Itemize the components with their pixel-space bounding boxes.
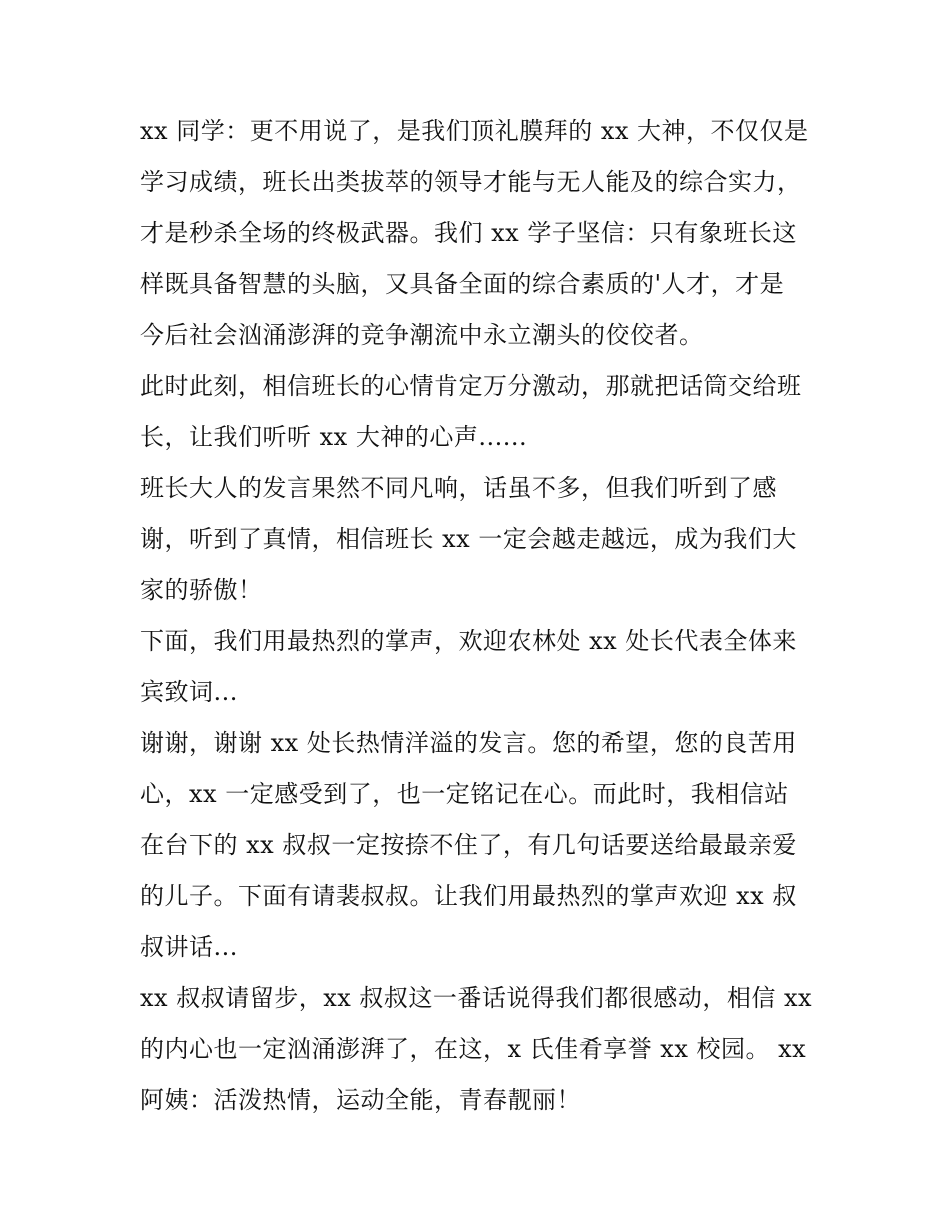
text-line: 阿姨：活泼热情，运动全能，青春靓丽！ xyxy=(140,1086,581,1114)
text-line: xx 同学：更不用说了，是我们顶礼膜拜的 xx 大神，不仅仅是 xyxy=(140,117,809,145)
document-body xyxy=(140,106,820,1126)
text-line: 此时此刻，相信班长的心情肯定万分激动，那就把话筒交给班 xyxy=(140,372,802,400)
text-line: 下面，我们用最热烈的掌声，欢迎农林处 xx 处长代表全体来 xyxy=(140,627,797,655)
text-line: 样既具备智慧的头脑，又具备全面的综合素质的'人才，才是 xyxy=(140,270,785,298)
text-line: 宾致词... xyxy=(140,678,238,706)
text-line: 才是秒杀全场的终极武器。我们 xx 学子坚信：只有象班长这 xyxy=(140,219,797,247)
text-line: 谢，听到了真情，相信班长 xx 一定会越走越远，成为我们大 xyxy=(140,525,797,553)
text-line: 的内心也一定汹涌澎湃了，在这，x 氏佳肴享誉 xx 校园。 xx xyxy=(140,1035,807,1063)
text-line: 的儿子。下面有请裴叔叔。让我们用最热烈的掌声欢迎 xx 叔 xyxy=(140,882,797,910)
text-line: 家的骄傲！ xyxy=(140,576,263,604)
text-line: 班长大人的发言果然不同凡响，话虽不多，但我们听到了感 xyxy=(140,474,777,502)
text-line: 心，xx 一定感受到了，也一定铭记在心。而此时，我相信站 xyxy=(140,780,789,808)
text-line: 在台下的 xx 叔叔一定按捺不住了，有几句话要送给最最亲爱 xyxy=(140,831,797,859)
text-line: 谢谢，谢谢 xx 处长热情洋溢的发言。您的希望，您的良苦用 xyxy=(140,729,797,757)
text-line: 长，让我们听听 xx 大神的心声...... xyxy=(140,423,528,451)
text-line: 今后社会汹涌澎湃的竞争潮流中永立潮头的佼佼者。 xyxy=(140,321,704,349)
text-line: xx 叔叔请留步，xx 叔叔这一番话说得我们都很感动，相信 xx xyxy=(140,984,813,1012)
text-line: 学习成绩，班长出类拔萃的领导才能与无人能及的综合实力， xyxy=(140,168,802,196)
text-line: 叔讲话... xyxy=(140,933,238,961)
